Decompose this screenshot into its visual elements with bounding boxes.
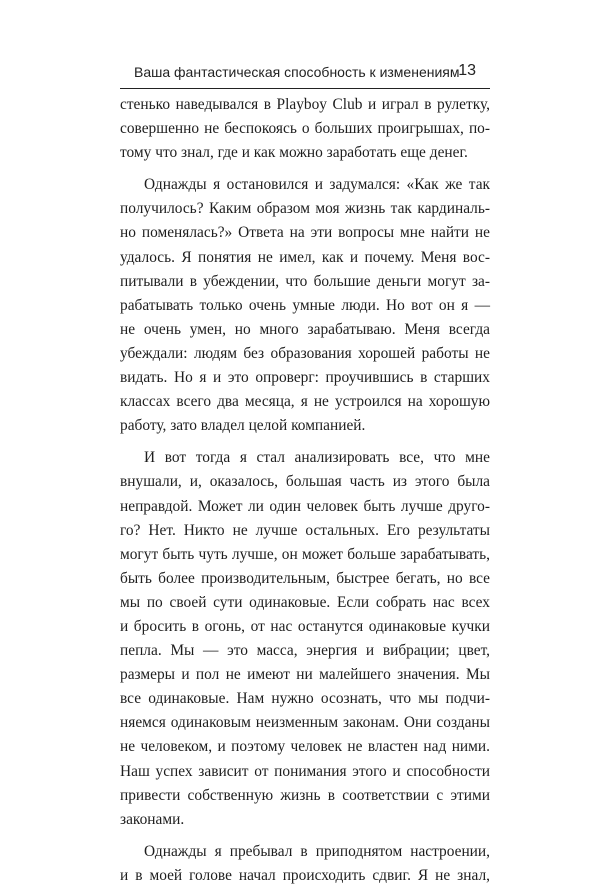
text-line: внушали, и, оказалось, большая часть из этого была	[120, 473, 490, 491]
text-line: классах всего два месяца, я не устроился на хорошую	[120, 393, 490, 411]
text-line: няемся одинаковым неизменным законам. Они созданы	[120, 714, 490, 732]
text-line: Однажды я остановился и задумался: «Как же так	[144, 176, 490, 194]
paragraph	[120, 93, 490, 165]
text-line: быть более производительным, быстрее бегать, но все	[120, 569, 490, 587]
text-line: законами.	[120, 810, 185, 828]
text-line: все одинаковые. Нам нужно осознать, что мы подчи-	[120, 690, 490, 708]
text-line: стенько наведывался в Playboy Club и играл в рулетку,	[120, 96, 490, 113]
text-line: работу, зато владел целой компанией.	[120, 417, 366, 435]
text-line: привести собственную жизнь в соответствии с этими	[120, 786, 490, 804]
page-number: 13	[458, 62, 476, 79]
text-line: но поменялась?» Ответа на эти вопросы мне найти не	[120, 224, 490, 242]
paragraph	[120, 173, 490, 438]
text-line: тому что знал, где и как можно заработать еще денег.	[120, 144, 468, 162]
running-head-title: Ваша фантастическая способность к изменениям	[134, 64, 460, 80]
paragraph	[120, 840, 490, 888]
text-line: пепла. Мы — это масса, энергия и вибрации; цвет,	[120, 642, 490, 660]
text-line: видать. Но я и это опроверг: проучившись в старших	[120, 369, 490, 387]
text-line: И вот тогда я стал анализировать все, что мне	[144, 449, 490, 467]
text-line: неправдой. Может ли один человек быть лучше друго-	[120, 497, 490, 515]
text-line: рабатывать только очень умные люди. Но вот он я —	[120, 296, 490, 314]
text-line: получилось? Каким образом моя жизнь так кардиналь-	[120, 200, 490, 218]
text-line: и в моей голове начал происходить сдвиг. Я не знал,	[120, 866, 490, 884]
running-head	[120, 62, 490, 89]
text-line: могут быть чуть лучше, он может больше зарабатывать,	[120, 545, 490, 563]
text-line: совершенно не беспокоясь о больших проигрышах, по-	[120, 120, 490, 138]
text-line: убеждали: людям без образования хорошей работы не	[120, 344, 490, 362]
paragraph	[120, 446, 490, 832]
text-line: не очень умен, но много зарабатываю. Меня всегда	[120, 320, 490, 338]
text-line: Однажды я пребывал в приподнятом настроении,	[144, 842, 490, 860]
text-line: размеры и пол не имеют ни малейшего значения. Мы	[120, 666, 490, 684]
text-line: питывали в убеждении, что большие деньги могут за-	[120, 272, 490, 290]
body-text	[120, 93, 490, 888]
text-line: удалось. Я понятия не имел, как и почему. Меня вос-	[120, 248, 490, 266]
text-line: и бросить в огонь, от нас останутся одинаковые кучки	[120, 617, 490, 635]
text-line: не человеком, и поэтому человек не властен над ними.	[120, 738, 490, 756]
text-line: Наш успех зависит от понимания этого и способности	[120, 762, 490, 780]
text-line: го? Нет. Никто не лучше остальных. Его результаты	[120, 521, 490, 539]
text-line: мы по своей сути одинаковые. Если собрать нас всех	[120, 593, 490, 611]
